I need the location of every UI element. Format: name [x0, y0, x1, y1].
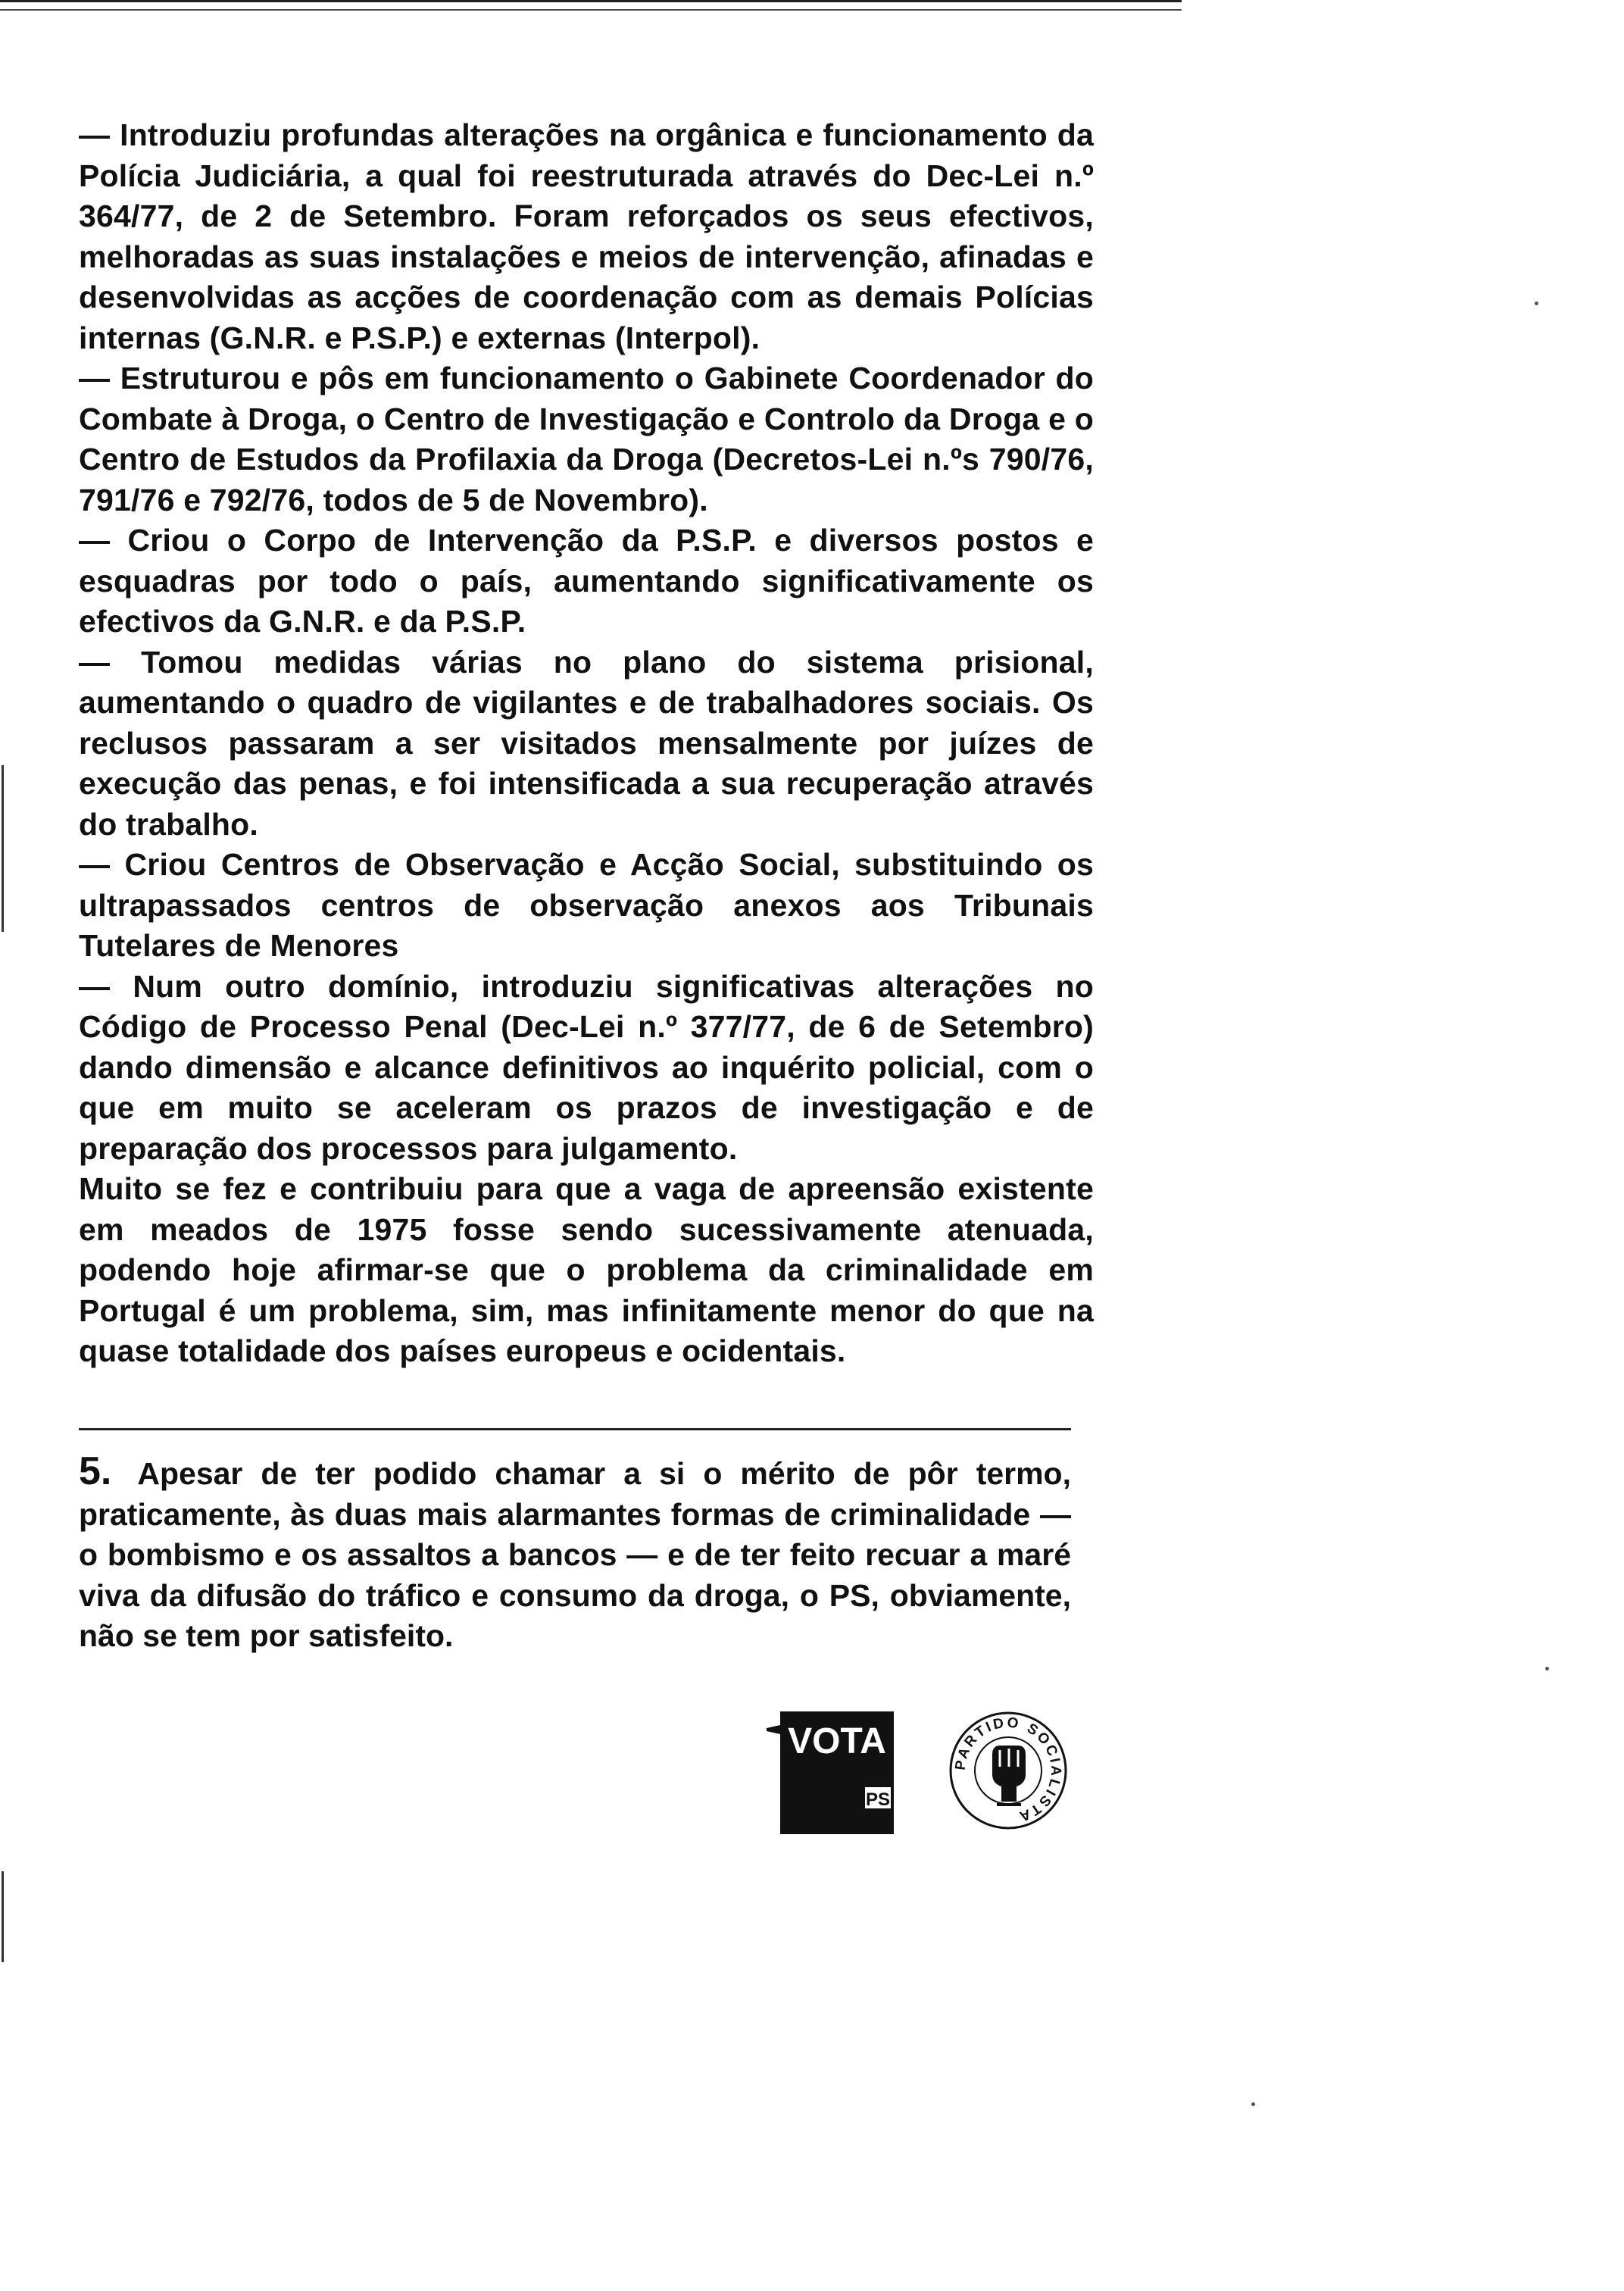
paragraph: — Criou Centros de Observação e Acção Social, substituindo os ultrapassados centros de observação anexos aos Tribunais Tutelares de Menores — [79, 847, 1094, 963]
body-text — [79, 115, 1094, 1372]
section-divider — [79, 1428, 1071, 1430]
emblem-ring-text: PARTIDO SOCIALISTA — [952, 1714, 1064, 1825]
vota-ps-logo — [759, 1711, 894, 1834]
top-border-rule — [0, 0, 1182, 11]
section-5-text: Apesar de ter podido chamar a si o mérito de pôr termo, praticamente, às duas mais alarmantes formas de criminalidade — o bombismo e os assaltos a bancos — e de ter feito recuar a maré viva da difusão do tráfico e consumo da droga, o PS, obviamente, não se tem por satisfeito. — [79, 1456, 1071, 1653]
paragraph: — Introduziu profundas alterações na orgânica e funcionamento da Polícia Judiciária, a qual foi reestruturada através do Dec-Lei n.º 364/77, de 2 de Setembro. Foram reforçados os seus efectivos, melhoradas as suas instalações e meios de intervenção, afinadas e desenvolvidas as acções de coordenação com as demais Polícias internas (G.N.R. e P.S.P.) e externas (Interpol). — [79, 117, 1094, 355]
partido-socialista-emblem — [948, 1711, 1068, 1830]
section-5 — [79, 1449, 1071, 1657]
paragraph: — Criou o Corpo de Intervenção da P.S.P. e diversos postos e esquadras por todo o país, aumentando significativamente os efectivos da G.N.R. e da P.S.P. — [79, 523, 1094, 639]
ps-text: PS — [865, 1789, 891, 1810]
paragraph: — Estruturou e pôs em funcionamento o Gabinete Coordenador do Combate à Droga, o Centro de Investigação e Controlo da Droga e o Centro de Estudos da Profilaxia da Droga (Decretos-Lei n.ºs 790/76, 791/76 e 792/76, todos de 5 de Novembro). — [79, 361, 1094, 517]
scan-speck — [1535, 302, 1538, 305]
scan-edge-mark — [2, 765, 4, 932]
scan-speck — [1251, 2102, 1255, 2106]
paragraph: — Tomou medidas várias no plano do sistema prisional, aumentando o quadro de vigilantes e de trabalhadores sociais. Os reclusos passaram a ser visitados mensalmente por juízes de execução das penas, e foi intensificada a sua recuperação através do trabalho. — [79, 644, 1094, 842]
paragraph: Muito se fez e contribuiu para que a vaga de apreensão existente em meados de 1975 fosse sendo sucessivamente atenuada, podendo hoje afirmar-se que o problema da criminalidade em Portugal é um problema, sim, mas infinitamente menor do que na quase totalidade dos países europeus e ocidentais. — [79, 1171, 1094, 1368]
vota-text: VOTA — [788, 1721, 886, 1761]
scan-edge-mark — [2, 1871, 4, 1962]
section-number: 5. — [79, 1449, 112, 1493]
paragraph: — Num outro domínio, introduziu significativas alterações no Código de Processo Penal (Dec-Lei n.º 377/77, de 6 de Setembro) dando dimensão e alcance definitivos ao inquérito policial, com o que em muito se aceleram os prazos de investigação e de preparação dos processos para julgamento. — [79, 968, 1094, 1166]
raised-fist-icon — [992, 1746, 1026, 1805]
scan-speck — [1545, 1667, 1549, 1671]
